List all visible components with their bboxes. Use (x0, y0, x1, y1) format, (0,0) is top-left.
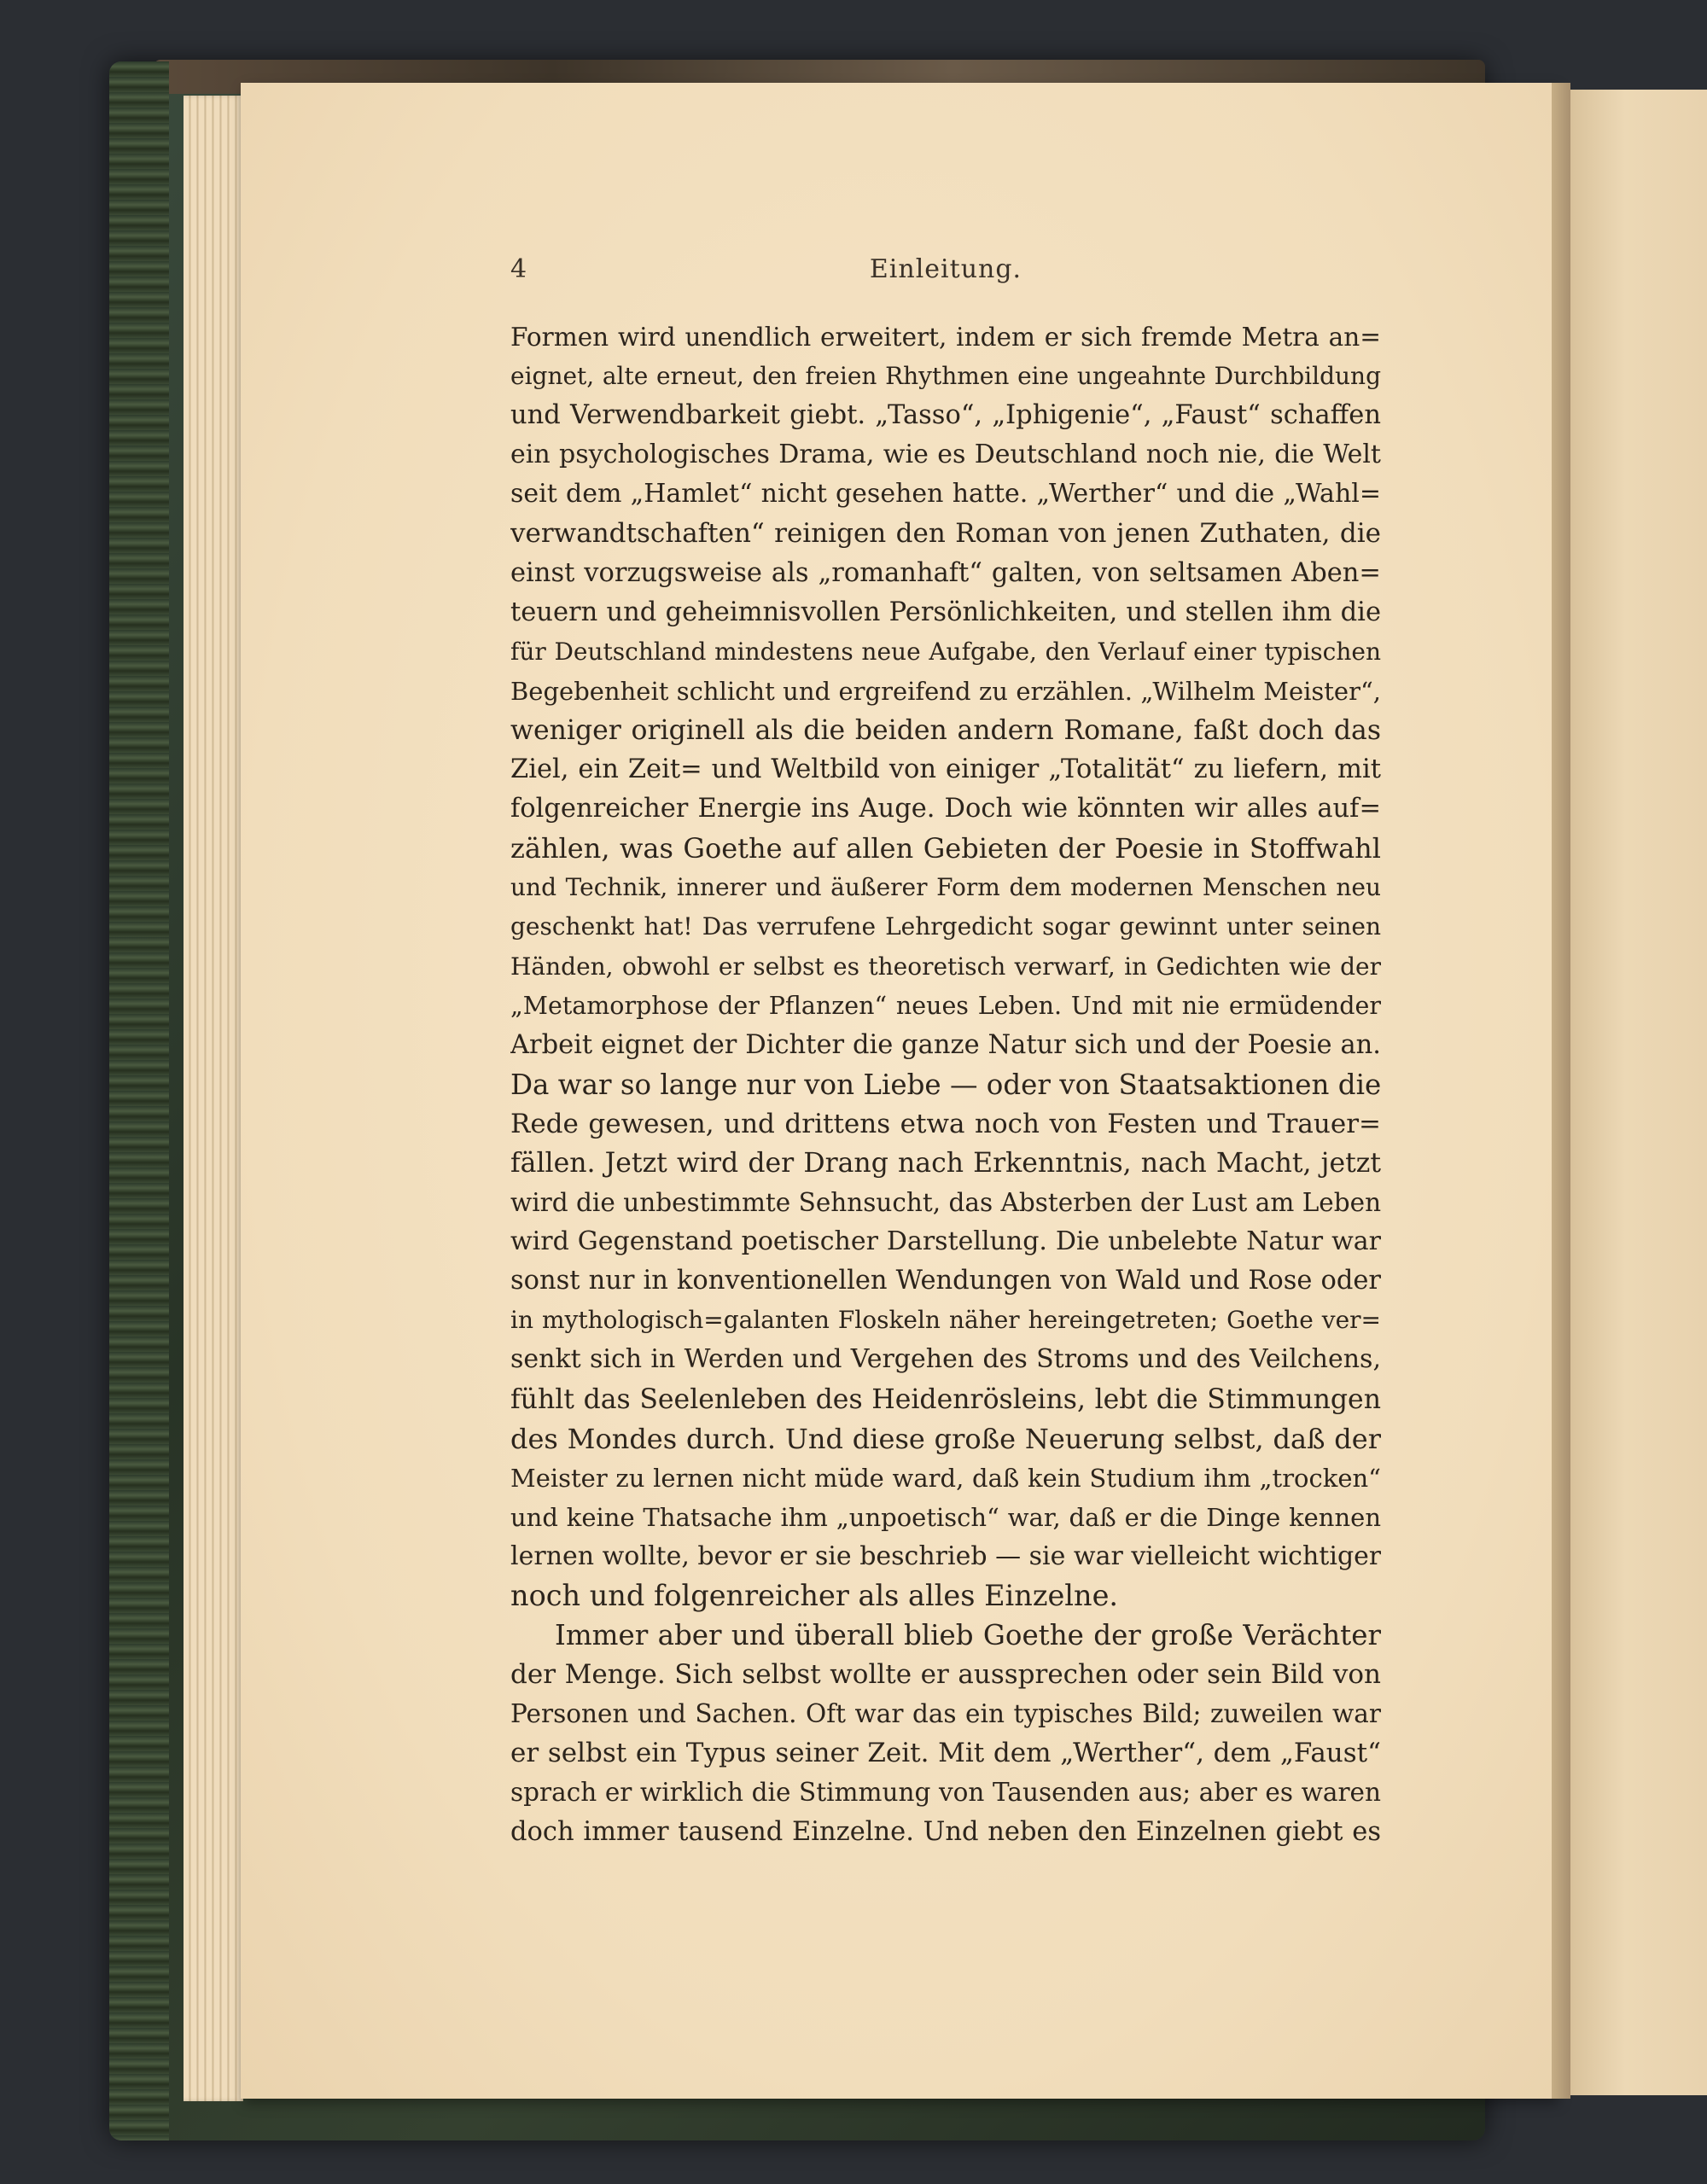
text-line: senkt sich in Werden und Vergehen des Stroms und des Veilchens, (510, 1344, 1381, 1375)
text-line: Begebenheit schlicht und ergreifend zu erzählen. „Wilhelm Meister“, (510, 676, 1381, 706)
text-line: Rede gewesen, und drittens etwa noch von Festen und Trauer= (510, 1108, 1381, 1139)
facing-page (1570, 90, 1707, 2095)
running-head (510, 254, 1381, 295)
text-line: weniger originell als die beiden andern Romane, faßt doch das (510, 714, 1381, 746)
text-line: teuern und geheimnisvollen Persönlichkeiten, und stellen ihm die (510, 597, 1381, 627)
text-line: des Mondes durch. Und diese große Neuerung selbst, daß der (510, 1422, 1381, 1455)
text-line: „Metamorphose der Pflanzen“ neues Leben. Und mit nie ermüdender (510, 991, 1381, 1020)
text-line: wird die unbestimmte Sehnsucht, das Absterben der Lust am Leben (510, 1188, 1381, 1218)
text-line: fühlt das Seelenleben des Heidenrösleins, lebt die Stimmungen (510, 1383, 1381, 1415)
text-line: noch und folgenreicher als alles Einzelne. (510, 1579, 1119, 1612)
text-line: folgenreicher Energie ins Auge. Doch wie könnten wir alles auf= (510, 794, 1381, 824)
text-line: er selbst ein Typus seiner Zeit. Mit dem „Werther“, dem „Faust“ (510, 1738, 1381, 1769)
text-line: Händen, obwohl er selbst es theoretisch verwarf, in Gedichten wie der (510, 952, 1381, 981)
page-stack-edge (184, 96, 243, 2101)
page-gutter-shadow (1552, 83, 1570, 2099)
text-line: fällen. Jetzt wird der Drang nach Erkenntnis, nach Macht, jetzt (510, 1147, 1381, 1179)
text-line: in mythologisch=galanten Floskeln näher hereingetreten; Goethe ver= (510, 1306, 1381, 1335)
text-line: ein psychologisches Drama, wie es Deutschland noch nie, die Welt (510, 440, 1381, 470)
text-line: einst vorzugsweise als „romanhaft“ galten, von seltsamen Aben= (510, 557, 1381, 588)
text-line: verwandtschaften“ reinigen den Roman von jenen Zuthaten, die (510, 518, 1381, 550)
text-line: doch immer tausend Einzelne. Und neben den Einzelnen giebt es (510, 1816, 1381, 1847)
page-number: 4 (510, 254, 527, 284)
text-line: wird Gegenstand poetischer Darstellung. Die unbelebte Natur war (510, 1226, 1381, 1257)
text-line: Da war so lange nur von Liebe — oder von Staatsaktionen die (510, 1068, 1381, 1101)
text-line: für Deutschland mindestens neue Aufgabe, den Verlauf einer typischen (510, 637, 1381, 666)
text-line: geschenkt hat! Das verrufene Lehrgedicht sogar gewinnt unter seinen (510, 912, 1381, 941)
text-line: Personen und Sachen. Oft war das ein typisches Bild; zuweilen war (510, 1699, 1381, 1729)
text-line: und keine Thatsache ihm „unpoetisch“ war, daß er die Dinge kennen (510, 1502, 1381, 1532)
running-head-title: Einleitung. (869, 254, 1022, 284)
text-line: eignet, alte erneut, den freien Rhythmen eine ungeahnte Durchbildung (510, 362, 1381, 391)
body-text (510, 317, 1381, 1852)
text-line: und Technik, innerer und äußerer Form dem modernen Menschen neu (510, 873, 1381, 902)
text-line: Ziel, ein Zeit= und Weltbild von einiger „Totalität“ zu liefern, mit (510, 754, 1381, 785)
text-line: seit dem „Hamlet“ nicht gesehen hatte. „Werther“ und die „Wahl= (510, 479, 1381, 510)
text-line: sonst nur in konventionellen Wendungen von Wald und Rose oder (510, 1266, 1381, 1296)
text-line: Formen wird unendlich erweitert, indem er sich fremde Metra an= (510, 323, 1381, 352)
text-line: Immer aber und überall blieb Goethe der große Verächter (555, 1619, 1381, 1652)
book-spine-edge (109, 61, 169, 2140)
text-line: und Verwendbarkeit giebt. „Tasso“, „Iphigenie“, „Faust“ schaffen (510, 400, 1381, 431)
text-line: der Menge. Sich selbst wollte er aussprechen oder sein Bild von (510, 1659, 1381, 1691)
text-line: zählen, was Goethe auf allen Gebieten der Poesie in Stoffwahl (510, 832, 1381, 865)
text-line: lernen wollte, bevor er sie beschrieb — sie war vielleicht wichtiger (510, 1540, 1381, 1571)
text-line: sprach er wirklich die Stimmung von Tausenden aus; aber es waren (510, 1778, 1381, 1808)
text-line: Arbeit eignet der Dichter die ganze Natur sich und der Poesie an. (510, 1029, 1381, 1060)
text-line: Meister zu lernen nicht müde ward, daß kein Studium ihm „trocken“ (510, 1463, 1381, 1493)
